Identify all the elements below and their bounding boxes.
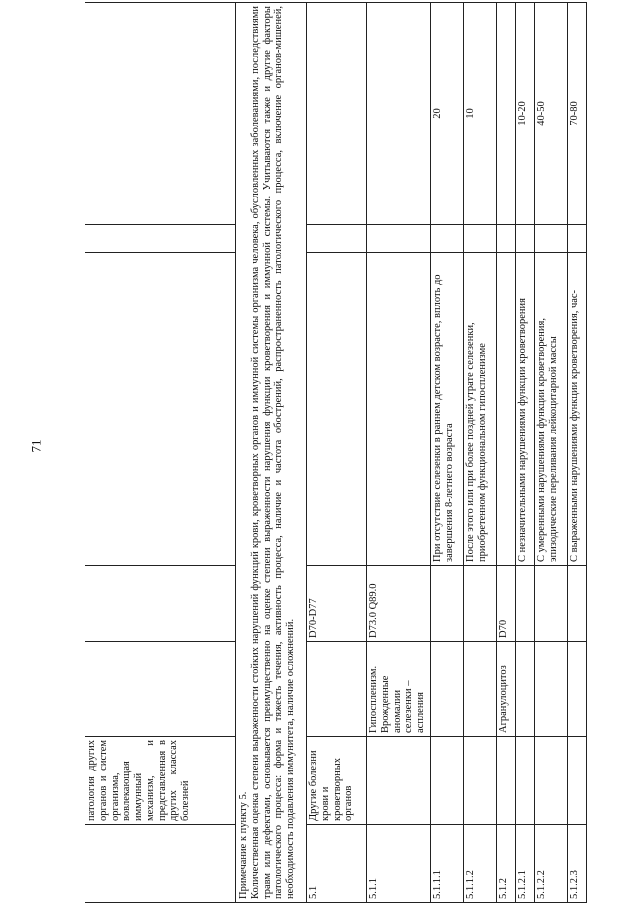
row-pct: [367, 3, 431, 225]
row-col2: Другие болезни крови и кроветворных органов: [307, 737, 367, 825]
row-col2: [464, 737, 497, 825]
page-number: 71: [28, 439, 44, 453]
row-empty: [535, 225, 568, 253]
row-col3: [568, 642, 587, 737]
row-pct: [307, 3, 367, 225]
cell-empty: [85, 642, 236, 737]
row-number: 5.1.2.3: [568, 825, 587, 903]
note-title: Примечание к пункту 5.: [238, 791, 249, 899]
disability-criteria-table: [85, 2, 587, 903]
row-code: [431, 566, 464, 642]
row-code: [535, 566, 568, 642]
row-col2: [431, 737, 464, 825]
row-col3: [535, 642, 568, 737]
cell-empty: [85, 225, 236, 253]
table-row: [367, 3, 431, 903]
note-row: [236, 3, 307, 903]
row-col2: [516, 737, 535, 825]
row-number: 5.1.2.2: [535, 825, 568, 903]
row-empty: [431, 225, 464, 253]
row-code: D70-D77: [307, 566, 367, 642]
row-desc: [307, 253, 367, 566]
table-row: [535, 3, 568, 903]
continued-class-row: [85, 3, 236, 903]
table-row: [431, 3, 464, 903]
row-empty: [307, 225, 367, 253]
row-code: D73.0 Q89.0: [367, 566, 431, 642]
row-code: [516, 566, 535, 642]
row-col3: Гипоспленизм. Врожденные аномалии селезенки – аспления: [367, 642, 431, 737]
row-col2: [568, 737, 587, 825]
table-row: [568, 3, 587, 903]
row-empty: [568, 225, 587, 253]
cell-empty: [85, 825, 236, 903]
row-number: 5.1.1.2: [464, 825, 497, 903]
table-row: [497, 3, 516, 903]
row-pct: 10: [464, 3, 497, 225]
row-number: 5.1.2: [497, 825, 516, 903]
cell-empty: [85, 3, 236, 225]
rotated-page: [85, 3, 640, 903]
row-col3: [464, 642, 497, 737]
row-empty: [367, 225, 431, 253]
row-desc: При отсутствие селезенки в раннем детском возрасте, вплоть до завершения 8-летнего возраста: [431, 253, 464, 566]
cell-empty: [85, 566, 236, 642]
row-pct: [497, 3, 516, 225]
table-row: [307, 3, 367, 903]
note-body: Количественная оценка степени выраженности стойких нарушений функций крови, кроветворных органов и иммунной системы организма человека, обусловленных заболеваниями, последствиями травм или дефектами, основывается преимущественно на оценке степени выраженности нарушения функции кроветворения и иммунной системы. Учитываются также и другие факторы патологического процесса: форма и тяжесть течения, активность процесса, наличие и частота обострений, распространенность патологического процесса, включение органов-мишеней, необходимость подавления иммунитета, наличие осложнений.: [249, 6, 296, 899]
diseases-col-cell: патология других органов и систем организма, вовлекающая иммунный механизм, и представленная в других классах болезней: [85, 737, 236, 825]
row-col3: [431, 642, 464, 737]
row-pct: 40-50: [535, 3, 568, 225]
row-number: 5.1.1.1: [431, 825, 464, 903]
row-desc: После этого или при более поздней утрате селезенки, приобретенном функциональном гипоспленизме: [464, 253, 497, 566]
note-cell: [236, 3, 307, 903]
row-desc: С умеренными нарушениями функции кроветворения, эпизодические переливания лейкоцитарной массы: [535, 253, 568, 566]
row-code: [568, 566, 587, 642]
row-desc: С незначительными нарушениями функции кроветворения: [516, 253, 535, 566]
row-empty: [464, 225, 497, 253]
row-col3: [307, 642, 367, 737]
row-empty: [497, 225, 516, 253]
row-number: 5.1.1: [367, 825, 431, 903]
row-code: D70: [497, 566, 516, 642]
row-desc: С выраженными нарушениями функции кроветворения, час-: [568, 253, 587, 566]
row-col2: [497, 737, 516, 825]
row-col3: [516, 642, 535, 737]
row-col2: [367, 737, 431, 825]
row-pct: 20: [431, 3, 464, 225]
row-col2: [535, 737, 568, 825]
row-pct: 70-80: [568, 3, 587, 225]
row-col3: Агранулоцитоз: [497, 642, 516, 737]
row-desc: [367, 253, 431, 566]
row-code: [464, 566, 497, 642]
row-pct: 10-20: [516, 3, 535, 225]
table-row: [516, 3, 535, 903]
row-number: 5.1: [307, 825, 367, 903]
row-number: 5.1.2.1: [516, 825, 535, 903]
cell-empty: [85, 253, 236, 566]
row-empty: [516, 225, 535, 253]
table-row: [464, 3, 497, 903]
row-desc: [497, 253, 516, 566]
